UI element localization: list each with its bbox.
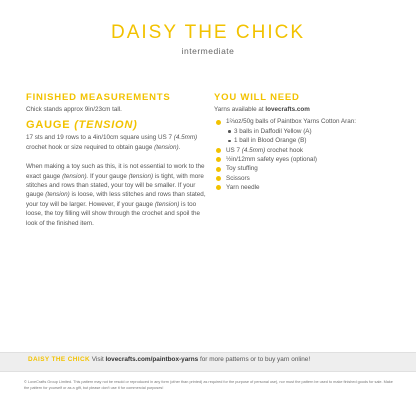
gauge-paragraph xyxy=(26,133,206,152)
item-text: Scissors xyxy=(226,174,250,182)
item-text: 1 ball in Blood Orange (B) xyxy=(234,137,307,145)
bullet-icon xyxy=(216,120,221,125)
note-text-italic: (tension) xyxy=(154,200,180,208)
list-item xyxy=(214,164,399,173)
item-text: 1⅔oz/50g balls of Paintbox Yarns Cotton Aran: xyxy=(226,118,356,126)
gauge-heading-alt: (TENSION) xyxy=(74,119,138,132)
finished-measurements-text: Chick stands approx 9in/23cm tall. xyxy=(26,106,122,113)
bullet-icon xyxy=(216,148,221,153)
pattern-title: DAISY THE CHICK xyxy=(110,22,305,43)
gauge-heading xyxy=(26,119,206,131)
bullet-icon xyxy=(216,157,221,162)
bullet-icon xyxy=(216,167,221,172)
item-text: Yarn needle xyxy=(226,184,260,192)
gauge-text: crochet hook or size required to obtain gauge xyxy=(26,143,155,151)
gauge-text-italic: (tension). xyxy=(154,143,181,151)
item-text-italic: (4.5mm) xyxy=(241,146,266,154)
you-will-need-heading: YOU WILL NEED xyxy=(214,92,300,103)
item-text: Toy stuffing xyxy=(226,165,258,173)
list-item xyxy=(214,136,399,145)
note-text: is too loose, the toy filling will show through the crochet and spoil the look of the finished item. xyxy=(26,200,200,227)
gauge-text-italic: (4.5mm) xyxy=(173,134,198,142)
note-text: When making a toy such as this, it is not essential to work to the exact gauge xyxy=(26,163,205,180)
note-text-italic: (tension) xyxy=(45,191,70,199)
lovecrafts-link[interactable]: lovecrafts.com xyxy=(265,106,310,113)
note-text-italic: (tension) xyxy=(128,172,154,180)
list-item xyxy=(214,183,399,192)
sub-bullet-icon xyxy=(228,140,231,143)
bullet-icon xyxy=(216,176,221,181)
footer-link[interactable]: lovecrafts.com/paintbox-yarns xyxy=(105,356,199,363)
yarns-available-text xyxy=(214,105,399,114)
intro-text: Yarns available at xyxy=(214,106,266,113)
difficulty-level: intermediate xyxy=(181,46,235,56)
footer-text-part: Visit xyxy=(89,356,106,363)
list-item xyxy=(214,117,399,126)
footer-brand: DAISY THE CHICK xyxy=(28,356,90,363)
item-text: 3 balls in Daffodil Yellow (A) xyxy=(234,127,312,135)
footer-text-part: for more patterns or to buy yarn online! xyxy=(198,356,311,363)
note-text: If your gauge xyxy=(88,172,129,180)
list-item xyxy=(214,155,399,164)
list-item xyxy=(214,127,399,136)
finished-measurements-heading: FINISHED MEASUREMENTS xyxy=(26,92,171,103)
gauge-text: 17 sts and 19 rows to a 4in/10cm square using US 7 xyxy=(26,134,174,142)
note-text: is loose, with less stitches and rows than stated, your toy will be larger. However, if your gauge xyxy=(26,191,206,208)
right-column xyxy=(214,92,399,193)
materials-list xyxy=(214,117,399,192)
item-text: crochet hook xyxy=(265,146,304,154)
note-text-italic: (tension). xyxy=(62,172,89,180)
bullet-icon xyxy=(216,185,221,190)
gauge-heading-main: GAUGE xyxy=(26,119,71,132)
item-text: ½in/12mm safety eyes (optional) xyxy=(226,156,317,164)
list-item xyxy=(214,174,399,183)
sub-bullet-icon xyxy=(228,130,231,133)
note-text: is tight, with more stitches and rows than stated, your toy will be smaller. If your gauge xyxy=(26,172,204,199)
footer-text xyxy=(28,356,310,363)
legal-notice: © LoveCrafts Group Limited. This pattern may not be resold or reproduced in any form (other than printed) as required for the purpose of personal use), nor must the pattern be used to make finished goods for sale. Make the pattern for yourself or as a gift, but please don't use it for commercial purposes! xyxy=(24,380,393,390)
left-column xyxy=(26,92,206,228)
list-item xyxy=(214,146,399,155)
item-text: US 7 xyxy=(226,146,242,154)
gauge-note-paragraph xyxy=(26,162,206,228)
